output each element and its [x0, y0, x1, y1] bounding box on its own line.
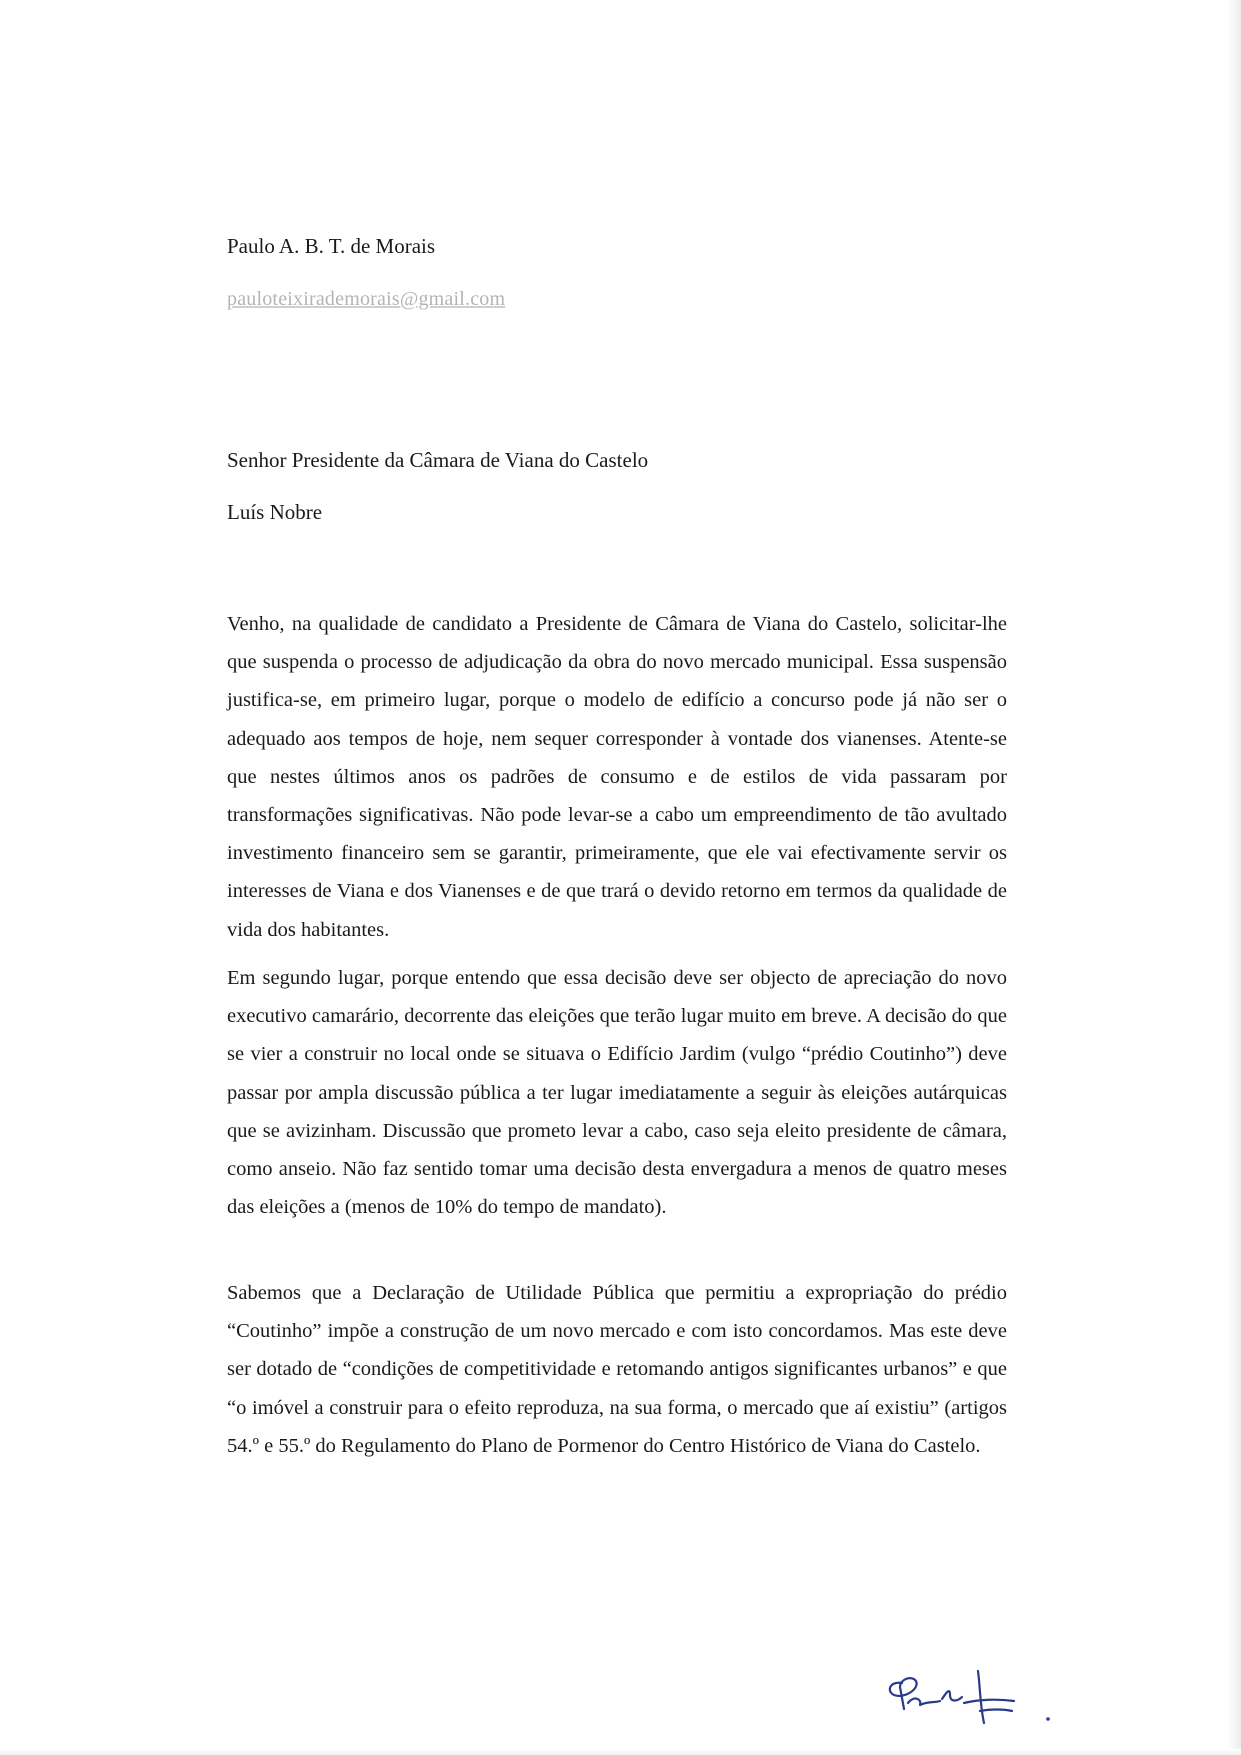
page-bottom-shadow	[0, 1749, 1241, 1755]
body-paragraph-2-container	[227, 959, 1007, 1226]
sender-email[interactable]: pauloteixirademorais@gmail.com	[227, 288, 506, 310]
body-paragraph: Venho, na qualidade de candidato a Presidente de Câmara de Viana do Castelo, solicitar-lhe que suspenda o processo de adjudicação da obra do novo mercado municipal. Essa suspensão justifica-se, em primeiro lugar, porque o modelo de edifício a concurso pode já não ser o adequado aos tempos de hoje, nem sequer corresponder à vontade dos vianenses. Atente-se que nestes últimos anos os padrões de consumo e de estilos de vida passaram por transformações significativas. Não pode levar-se a cabo um empreendimento de tão avultado investimento financeiro sem se garantir, primeiramente, que ele vai efectivamente servir os interesses de Viana e dos Vianenses e de que trará o devido retorno em termos da qualidade de vida dos habitantes.	[227, 613, 1007, 941]
body-paragraph: Em segundo lugar, porque entendo que essa decisão deve ser objecto de apreciação do novo executivo camarário, decorrente das eleições que terão lugar muito em breve. A decisão do que se vier a construir no local onde se situava o Edifício Jardim (vulgo “prédio Coutinho”) deve passar por ampla discussão pública a ter lugar imediatamente a seguir às eleições autárquicas que se avizinham. Discussão que prometo levar a cabo, caso seja eleito presidente de câmara, como anseio. Não faz sentido tomar uma decisão desta envergadura a menos de quatro meses das eleições a (menos de 10% do tempo de mandato).	[227, 967, 1007, 1219]
sender-name: Paulo A. B. T. de Morais	[227, 234, 436, 258]
body-paragraph: Sabemos que a Declaração de Utilidade Pública que permitiu a expropriação do prédio “Coutinho” impõe a construção de um novo mercado e com isto concordamos. Mas este deve ser dotado de “condições de competitividade e retomando antigos significantes urbanos” e que “o imóvel a construir para o efeito reproduza, na sua forma, o mercado que aí existiu” (artigos 54.º e 55.º do Regulamento do Plano de Pormenor do Centro Histórico de Viana do Castelo.	[227, 1282, 1007, 1457]
recipient-name: Luís Nobre	[227, 500, 323, 524]
recipient-title: Senhor Presidente da Câmara de Viana do Castelo	[227, 448, 649, 472]
handwritten-signature-icon	[880, 1665, 1070, 1735]
page-edge-shadow	[1227, 0, 1241, 1755]
body-paragraph-1-container	[227, 605, 1007, 949]
body-paragraph-3-container	[227, 1274, 1007, 1465]
